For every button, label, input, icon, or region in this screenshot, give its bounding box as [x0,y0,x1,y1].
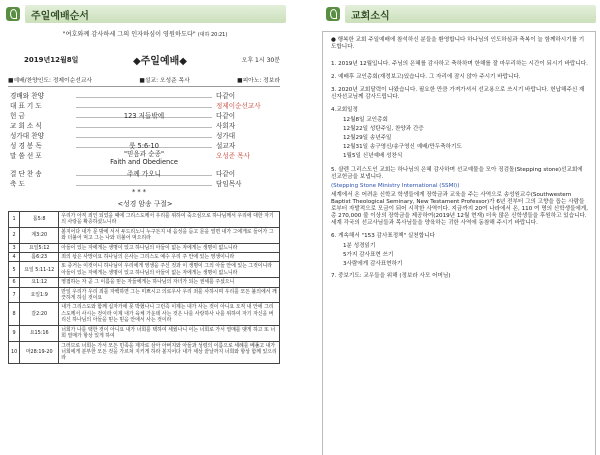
verse-no: 8 [9,303,20,325]
order-header [6,3,286,25]
order-item: 성가대 찬양 [10,132,44,140]
verse-row [9,212,280,228]
leaf-icon [6,7,20,21]
order-item: 축 도 [10,180,25,188]
gratitude-item: 5가지 감사표현 쓰기 [343,252,394,258]
verse-text: 너희가 나를 택한 것이 아니요 내가 너희를 택하여 세웠나니 이는 너희로 가서 열매를 맺게 하고 또 너희 열매가 항상 있게 하여 [59,325,280,341]
verse-no: 10 [9,341,20,363]
news-item-6: 6. 게속해서 "153 감사표정책" 실천합니다 [331,233,435,239]
theme-verse-ref: (대하 20:21) [197,32,228,38]
verse-row [9,278,280,287]
verse-row [9,227,280,243]
verse-text: 볼지어다 내가 문 밖에 서서 두드리노니 누구든지 내 음성을 듣고 문을 열면 내가 그에게로 들어가 그와 더불어 먹고 그는 나와 더불어 먹으리라 [59,227,280,243]
verse-row [9,262,280,278]
order-row [10,90,268,100]
verse-ref: 요15:16 [20,325,59,341]
order-item: 헌 금 [10,112,25,120]
gratitude-item: 3사람에게 감사표현하기 [343,261,403,267]
service-info [8,75,280,87]
order-item: 경배와 찬양 [10,92,44,100]
theme-verse [10,29,280,38]
verse-no: 3 [9,243,20,252]
verse-no: 7 [9,287,20,303]
verse-ref: 갈2:20 [20,303,59,325]
order-leader: 정제이순선교사 [216,102,261,110]
memory-verse-title: <성경 암송 구절> [117,200,173,208]
verse-no: 4 [9,253,20,262]
schedule-item: 1월5일 신년예배 성찬식 [343,153,403,159]
order-item: 교 회 소 식 [10,122,42,130]
schedule-item: 12월22일 성탄주일, 찬양과 간증 [343,126,424,132]
info-preacher: ■설교: 오성준 목사 [139,78,190,84]
verse-text: 죄의 삯은 사망이요 하나님의 은사는 그리스도 예수 우리 주 안에 있는 영생이니라 [59,253,280,262]
order-leader: 다같이 [216,170,236,178]
sermon-title-ko: "믿음과 순종" [123,150,164,158]
verse-text: 그러므로 너희는 가서 모든 민족을 제자로 삼아 아버지와 아들과 성령의 이름으로 세례를 베풀고 내가 너희에게 분부한 모든 것을 가르쳐 지키게 하라 볼지어다 내가 세상 끝날까지 너희와 항상 함께 있으리라 [59,341,280,363]
order-row [10,120,268,130]
order-leader: 다같이 [216,92,236,100]
verse-no: 5 [9,262,20,278]
order-content [76,90,212,98]
leaf-icon [326,7,340,21]
service-date: 2019년12월8일 [24,55,79,64]
order-leader: 성가대 [216,132,236,140]
church-news-panel [320,0,600,455]
order-row [10,140,268,150]
service-time: 오후 1시 30분 [241,57,280,64]
verse-ref: 요일5:12 [20,243,59,252]
verse-ref: 롬5:8 [20,212,59,228]
order-content: 123 저들밖에 [76,110,212,118]
verse-text: 우리가 아직 죄인 되었을 때에 그리스도께서 우리를 위하여 죽으심으로 하나님께서 우리에 대한 자기의 사랑을 확증하셨느니라 [59,212,280,228]
order-content: 주께 가오니 [76,168,212,176]
verse-ref: 요일1:9 [20,287,59,303]
verse-text: 아들이 있는 자에게는 생명이 있고 하나님의 아들이 없는 자에게는 생명이 없느니라 [59,243,280,252]
order-leader: 담임목사 [216,180,242,188]
verse-text: 내가 그리스도와 함께 십자가에 못 박혔나니 그런즉 이제는 내가 사는 것이 아니요 오직 내 안에 그리스도께서 사시는 것이라 이제 내가 육체 가운데 사는 것은 나를 사랑하사 나를 위하여 자기 자신을 버리신 하나님의 아들을 믿는 믿음 안에서 사는 것이라 [59,303,280,325]
order-leader: 설교자 [216,142,236,150]
order-row [10,168,268,178]
verse-ref: 마28:19-20 [20,341,59,363]
verse-ref: 계3:20 [20,227,59,243]
order-content [76,120,212,128]
order-row [10,178,268,188]
info-pianist: ■피아노: 정보라 [237,78,280,84]
theme-verse-text: "여호와께 감사하세 그의 인자하심이 영원하도다" [62,31,196,38]
order-row [10,110,268,120]
order-leader: 사회자 [216,122,236,130]
verse-no: 1 [9,212,20,228]
news-item-2: 2. 예배후 교인총회(재정보고)있습니다. 그 자리에 잠시 앉아 주시기 바랍니다. [331,74,521,80]
verse-row [9,303,280,325]
news-item-5: 5. 샬렌 그리스도인 교회는 하나님의 은혜 감사하며 선교예물을 모아 징검돌(Stepping stone)선교회에 선교헌금을 보냅니다. [331,167,583,180]
news-header [326,3,596,25]
order-of-worship [10,90,268,196]
verse-text: 또 증거는 이것이니 하나님이 우리에게 영생을 주신 것과 이 생명이 그의 아들 안에 있는 그것이니라 아들이 있는 자에게는 생명이 있고 하나님의 아들이 없는 자에게는 생명이 없느니라 [59,262,280,278]
verse-row [9,341,280,363]
divider-stars: * * * [131,188,147,196]
order-row [10,130,268,140]
order-content: 룻 5:6-10 [76,140,212,148]
info-worship-leader: ■예배/찬양인도: 정제이순선교사 [8,78,93,84]
sermon-title [76,150,212,166]
verse-ref: 요1:12 [20,278,59,287]
order-content [76,130,212,138]
verse-text: 만일 우리가 우리 죄를 자백하면 그는 미쁘시고 의로우사 우리 죄를 사하시며 우리를 모든 불의에서 깨끗하게 하실 것이요 [59,287,280,303]
service-title: ◆주일예배◆ [132,56,187,67]
order-item: 성 경 봉 독 [10,142,42,150]
news-item-7: 7. 중보기도: 교우들을 위해 (정보라 사모 어머님) [331,273,451,279]
verse-text: 영접하는 자 곧 그 이름을 믿는 자들에게는 하나님의 자녀가 되는 권세를 주셨으니 [59,278,280,287]
ssmi-name: (Stepping Stone Ministry International (SSMI)) [331,183,460,189]
schedule-list [331,116,589,161]
order-item: 대 표 기 도 [10,102,42,110]
verse-ref: 요일 5:11-12 [20,262,59,278]
verse-row [9,253,280,262]
order-row [10,100,268,110]
schedule-item: 12월31일 송구영신/송구영신 예배/만두축하기도 [343,144,462,150]
news-header-title: 교회소식 [345,5,596,23]
order-leader: 다같이 [216,112,236,120]
schedule-item: 12월29일 송년주일 [343,135,392,141]
schedule-item: 12월8일 교인총회 [343,117,388,123]
service-title-text: 주일예배 [140,56,180,67]
ssmi-description: 세계에서 온 어려운 신학교 학생들에게 장학금과 교육을 주는 사역으로 송성원교수(Southwestern Baptist Theological Seminary, New Testament Professor)가 6년 전부터 그의 고향을 돕는 사람들로부터 자발적으로 모금이 되어 시작한 사역이다. 지금까지 20여 나라에서 온, 110 여 명의 신학생들에게, 총 270,000 불 이상의 장학금을 제공하여(2019년 12월 현재) 더욱 많은 신학생들을 후원하고 있습니다. 세계 각국의 선교사님들과 목사님들을 양육하는 귀한 사역에 동참해 주시기 바랍니다. [331,192,588,226]
order-row-sermon [10,150,268,168]
order-content [76,178,212,186]
schedule-title: 4.교회일정 [331,107,358,113]
news-box [322,31,596,455]
order-item: 말 씀 선 포 [10,152,42,160]
verse-row [9,325,280,341]
order-leader: 오성준 목사 [216,152,250,160]
gratitude-item: 1분 성경읽기 [343,243,376,249]
verse-no: 9 [9,325,20,341]
order-header-title: 주일예배순서 [25,5,286,23]
sermon-title-en: Faith and Obedience [110,158,178,166]
bulletin-order-panel [0,0,290,455]
welcome-text: ● 행복한 교회 주일예배에 참석하신 분들을 환영합니다 하나님의 인도하심과 축복이 늘 함께하시기를 기도합니다. [331,37,585,50]
order-item: 결 단 찬 송 [10,170,42,178]
verse-row [9,243,280,252]
verse-row [9,287,280,303]
verse-no: 2 [9,227,20,243]
gratitude-list [331,242,589,269]
verse-ref: 롬6:23 [20,253,59,262]
order-content [76,100,212,108]
service-date-row [24,52,280,67]
news-item-1: 1. 2019년 12월입니다. 주님의 은혜를 감사하고 축하하며 한해를 잘 마무리하는 시간이 되시기 바랍니다. [331,61,588,67]
memory-verse-table [8,211,280,364]
news-item-3: 3. 2020년 교회달력이 나왔습니다. 필요한 만큼 가져가셔서 선교용으로 쓰시기 바랍니다. 헌납해주신 재신자선교님께 감사드립니다. [331,87,585,100]
verse-no: 6 [9,278,20,287]
